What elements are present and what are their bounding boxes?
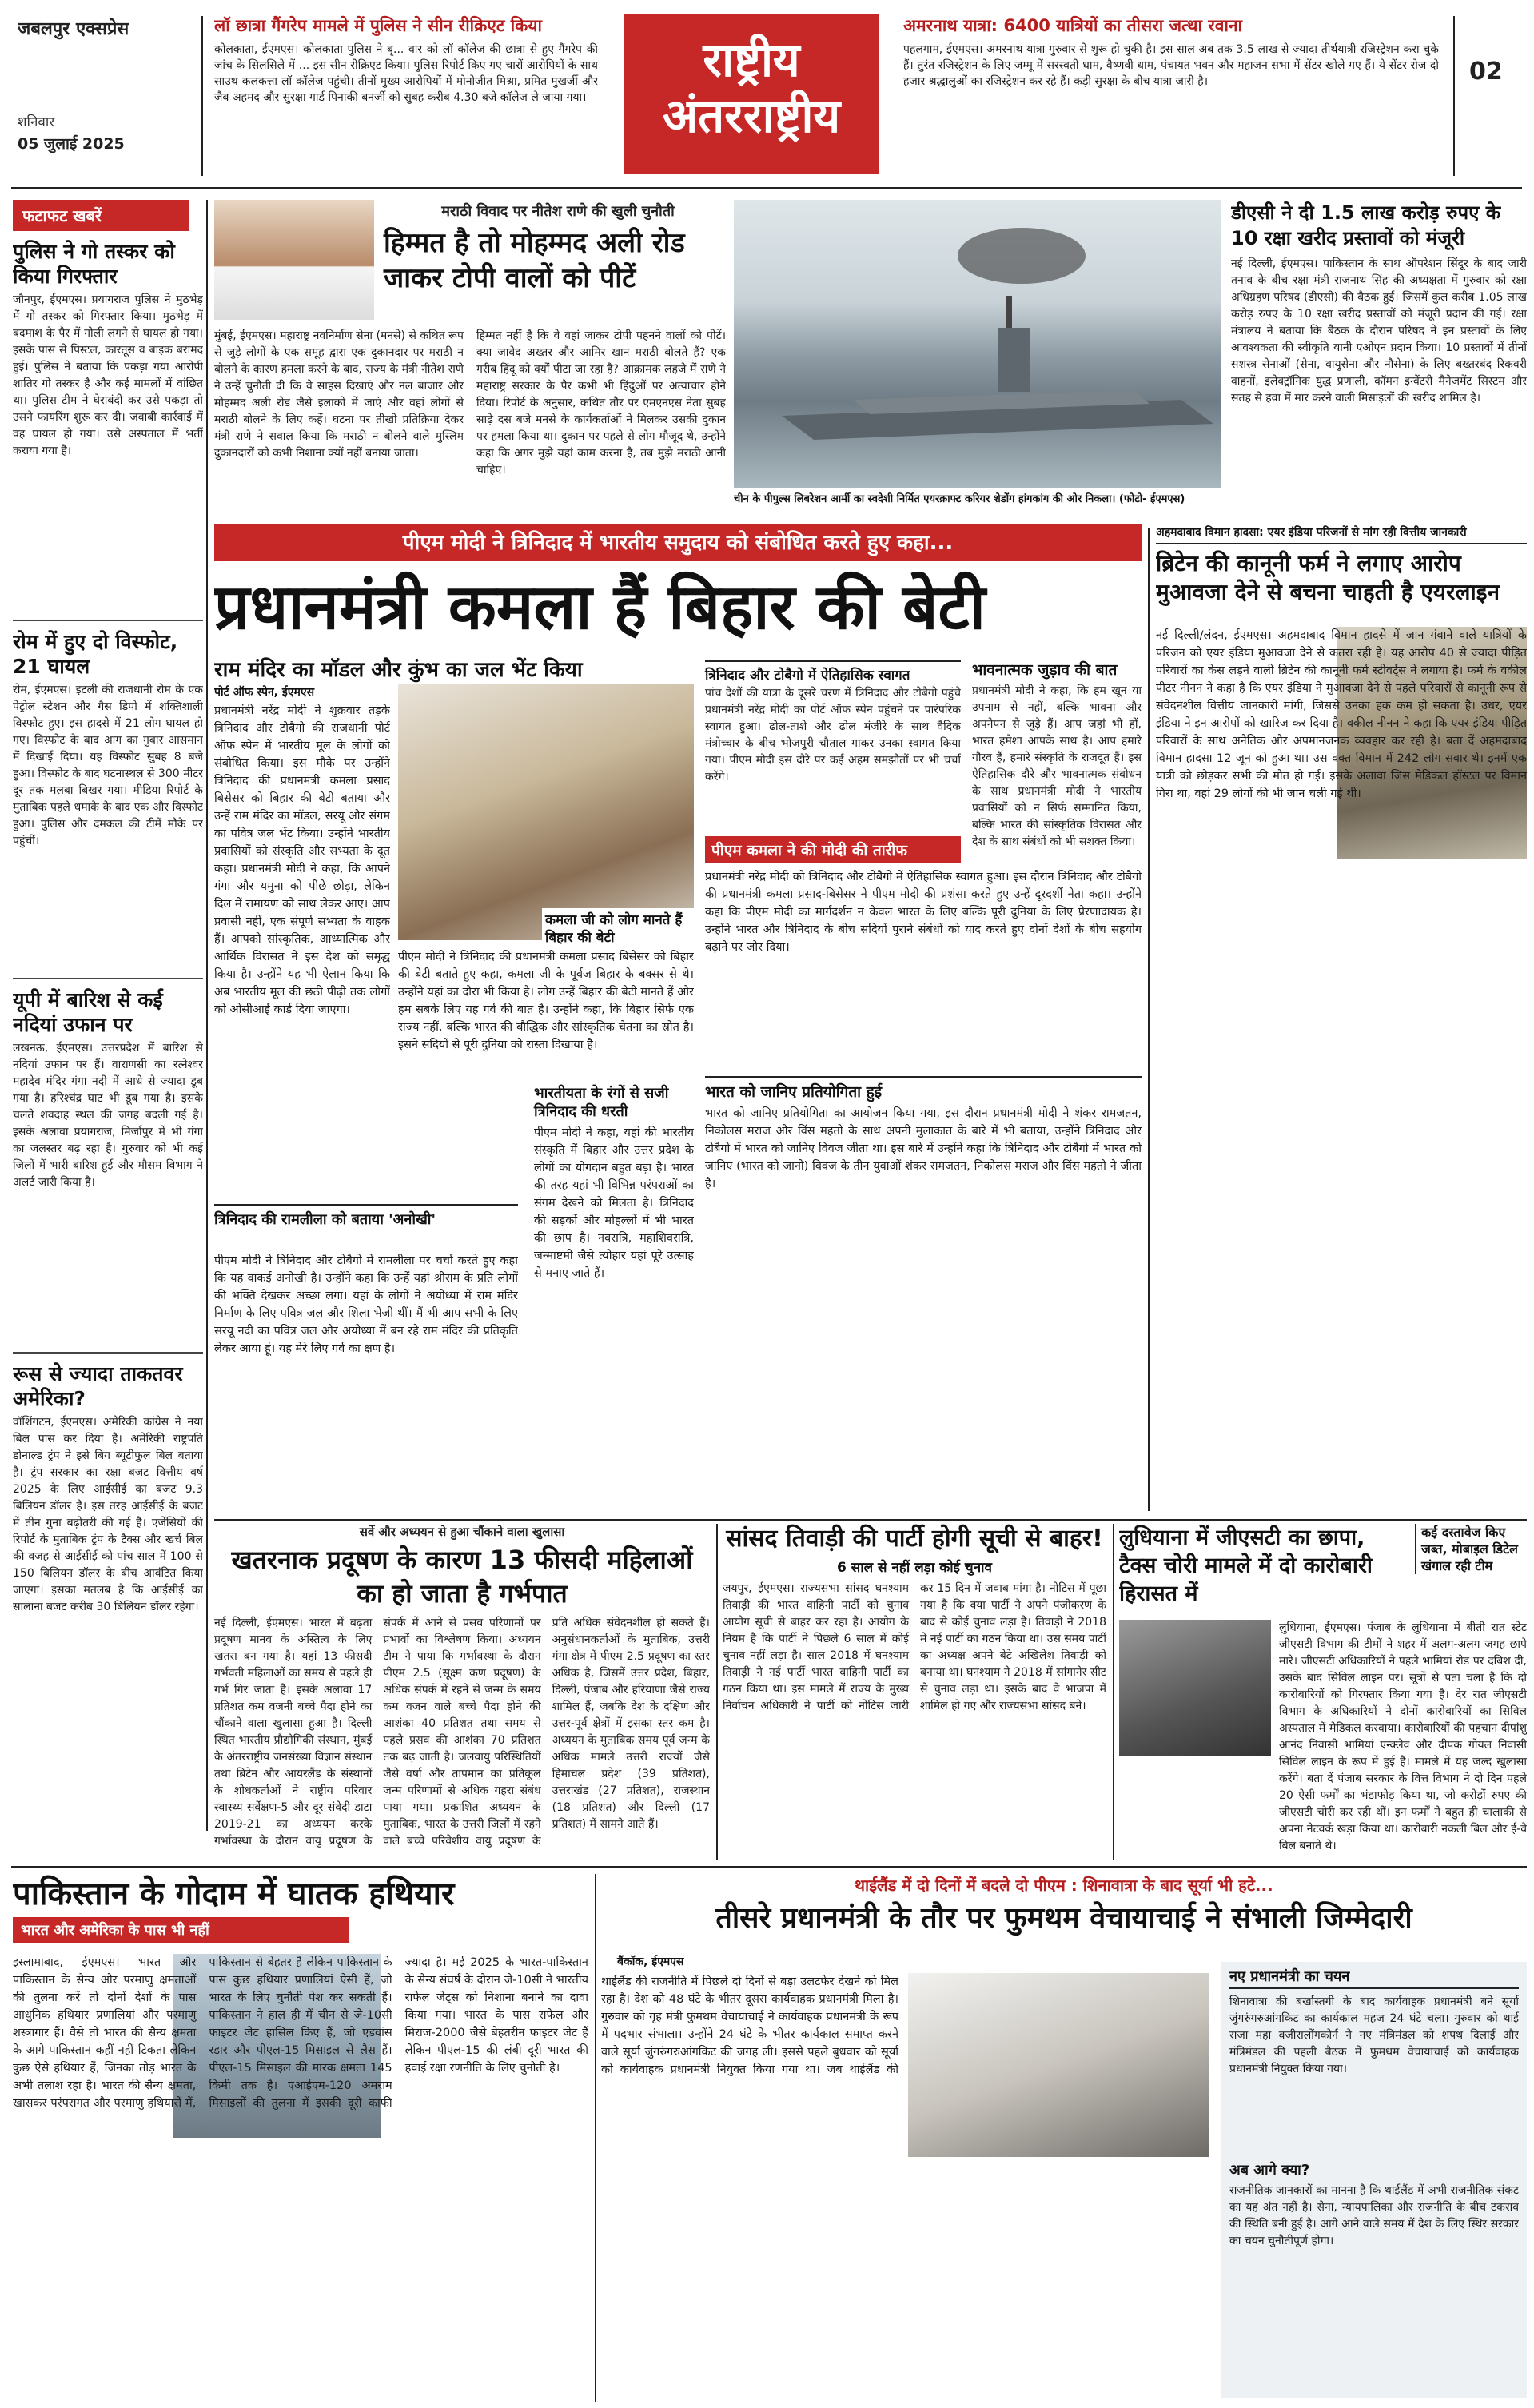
modi-photo [398,684,694,940]
thailand-side-subhead: अब आगे क्या? [1229,2162,1310,2179]
quiz-box-body: भारत को जानिए प्रतियोगिता का आयोजन किया गया, इस दौरान प्रधानमंत्री मोदी ने शंकर रामजतन, निकोलस मराज और विंस महतो के साथ अपनी मुलाकात के बारे में भी बताया, उन्होंने त्रिनिदाद और टोबैगो में भारत को जानिए विवज जीता था। इस बारे में उन्होंने कहा कि त्रिनिदाद और टोबैगो में भारत को जानिए (भारत को जानो) विवज के तीन युवाओं शंकर रामजतन, निकोलस मराज और विंस महतो ने जीता है। [705,1107,1142,1190]
thailand-sidebar [1221,1962,1527,2398]
top-left-headline: लॉ छात्रा गैंगरेप मामले में पुलिस ने सीन रीक्रिएट किया [214,16,542,35]
news-item-body: वॉशिंगटन, ईएमएस। अमेरिकी कांग्रेस ने नया बिल पास कर दिया है। अमेरिकी राष्ट्रपति डोनाल्ड ट्रंप ने इसे बिग ब्यूटीफुल बिल बताया है। ट्रंप सरकार का रक्षा बजट वित्तीय वर्ष 2025 के लिए आईसीई का बजट 9.3 बिलियन डॉलर है। इस तरह आईसीई के बजट में तीन गुना बढ़ोतरी की गई है। एजेंसियों की रिपोर्ट के मुताबिक ट्रंप के टैक्स और खर्च बिल की वजह से आईसीई को पांच साल में 100 से 150 बिलियन डॉलर के बीच आवंटित किया जाएगा। इसका मतलब है कि आईसीई का सालाना बजट करीब 30 बिलियन डॉलर रहेगा। [13,1416,203,1613]
thailand-kicker: थाईलैंड में दो दिनों में बदले दो पीएम : शिनावात्रा के बाद सूर्या भी हटे... [855,1876,1273,1895]
defense-story [1231,200,1527,520]
emotion-box-headline: भावनात्मक जुड़ाव की बात [972,661,1118,679]
tiwadi-story [723,1524,1106,1860]
modi-body-mid: पीएम मोदी ने त्रिनिदाद की प्रधानमंत्री कमला प्रसाद बिसेसर को बिहार की बेटी बताते हुए कहा, कमला जी के पूर्वज बिहार के बक्सर से थे। उन्होंने यहां का दौरा भी किया है। लोग उन्हें बिहार की बेटी मानते हैं और हम सबके लिए यह गर्व की बात है। उन्होंने कहा, कि बिहार सिर्फ एक राज्य नहीं, बल्कि भारत की बौद्धिक और सांस्कृतिक चेतना का स्रोत है। इसने सदियों से पूरी दुनिया को रास्ता दिखाया है। [398,951,694,1051]
nitesh-body-2: हिम्मत नहीं है कि वे वहां जाकर टोपी पहनने वालों को पीटें। क्या जावेद अख्तर और आमिर खान मराठी बोलते हैं? एक गरीब हिंदू को क्यों पीटा जा रहा है? आक्रामक लहजे में राणे ने महाराष्ट्र सरकार के पैर कभी भी हिंदुओं पर अत्याचार होने दिया। रिपोर्ट के अनुसार, कथित तौर पर एमएनएस नेता सुबह साढ़े दस बजे मनसे के कार्यकर्ताओं ने मिलकर उसकी दुकान पर हमला किया था। दुकान पर पहले से लोग मौजूद थे, उन्होंने कहा कि अगर मुझे यहां काम करना है, तब मुझे मराठी आनी चाहिए। [476,329,726,476]
thailand-side-body: शिनावात्रा की बर्खास्तगी के बाद कार्यवाहक प्रधानमंत्री बने सूर्या जुंगरुंगरुआंगकिट का कार्यकाल महज 24 घंटे चला। गुरुवार को थाई राजा महा वजीरालोंगकोर्न ने नए मंत्रिमंडल को शपथ दिलाई और मंत्रिमंडल की पहली बैठक में फुमथम वेचायाचाई को कार्यवाहक प्रधानमंत्री नियुक्त किया गया। [1229,1995,1519,2075]
thailand-story [601,1874,1527,2402]
news-item [13,1361,203,1766]
tiwadi-body: जयपुर, ईएमएस। राज्यसभा सांसद घनश्याम तिवाड़ी की भारत वाहिनी पार्टी को चुनाव आयोग सूची से बाहर कर रहा है। आयोग के नियम है कि पार्टी ने पिछले 6 साल में कोई चुनाव नहीं लड़ा है। साल 2018 में घनश्याम तिवाड़ी ने नई पार्टी भारत वाहिनी पार्टी का गठन किया था। इस मामले में राज्य के मुख्य निर्वाचन अधिकारी ने पार्टी को नोटिस जारी कर 15 दिन में जवाब मांगा है। नोटिस में पूछा गया है कि क्या पार्टी ने अपने पंजीकरण के बाद से कोई चुनाव लड़ा है। तिवाड़ी ने 2018 में नई पार्टी का गठन किया था। उस समय पार्टी का अध्यक्ष अपने बेटे अखिलेश तिवाड़ी को बनाया था। घनश्याम ने 2018 में सांगानेर सीट से चुनाव लड़ा था। इसके बाद वे भाजपा में शामिल हो गए और राज्यसभा सांसद बने। [723,1582,1106,1712]
modi-story [214,564,1142,1516]
modi-body-left-2: पीएम मोदी ने त्रिनिदाद और टोबैगो में रामलीला पर चर्चा करते हुए कहा कि यह वाकई अनोखी है। उन्होंने कहा कि उन्हें यहां श्रीराम के प्रति लोगों की भक्ति देखकर अच्छा लगा। यहां के लोगों ने अयोध्या में राम मंदिर निर्माण के लिए पवित्र जल और शिला भेजी थीं। मैं भी आप सभी के लिए सरयू नदी का पवित्र जल और अयोध्या में बन रहे राम मंदिर की प्रतिकृति लेकर आया हूं। यह मेरे लिए गर्व का क्षण है। [214,1254,518,1355]
airindia-kicker: अहमदाबाद विमान हादसा: एयर इंडिया परिजनों से मांग रही वित्तीय जानकारी [1156,524,1527,544]
carrier-photo-block [734,200,1221,520]
airindia-body: नई दिल्ली/लंदन, ईएमएस। अहमदाबाद विमान हादसे में जान गंवाने वाले यात्रियों के परिजन को एयर इंडिया मुआवजा देने से कतरा रही है। यह आरोप 40 से ज्यादा पीड़ित परिवारों का केस लड़ने वाली ब्रिटेन की कानूनी फर्म स्टीवर्ट्स ने लगाया है। फर्म के वकील पीटर नीनन ने कहा है कि एयर इंडिया ने मुआवजा देने से पहले परिवारों से कानूनी रूप से संवेदनशील वित्तीय जानकारी मांगी, जिससे उनका हक कम हो सकता है। उधर, एयर इंडिया ने इन आरोपों को खारिज कर दिया है। वकील नीनन ने कहा कि एयर इंडिया पीड़ित परिवारों के साथ अनैतिक और अपमानजनक व्यवहार कर रही है। बता दें अहमदाबाद विमान हादसा 12 जून को हुआ था। उस वक्त विमान में 242 लोग सवार थे। इनमें एक यात्री को छोड़कर सभी की मौत हो गई। इसके अलावा जिस मेडिकल हॉस्टल पर विमान गिरा था, वहां 29 लोगों की भी जान चली गई थी। [1156,629,1527,800]
issue-date: 05 जुलाई 2025 [18,135,125,153]
modi-body-mid-2: पीएम मोदी ने कहा, यहां की भारतीय संस्कृति में बिहार और उत्तर प्रदेश के लोगों का योगदान बहुत बड़ा है। भारत की तरह यहां भी विभिन्न परंपराओं का संगम देखने को मिलता है। त्रिनिदाद की सड़कों और मोहल्लों में भी भारत की छाप है। नवरात्रि, महाशिवरात्रि, जन्माष्टमी जैसे त्योहार यहां पूरे उत्साह से मनाए जाते हैं। [534,1126,694,1280]
page-number: 02 [1469,58,1503,86]
quiz-box [705,1076,1142,1284]
pakistan-headline: पाकिस्तान के गोदाम में घातक हथियार [13,1876,455,1912]
welcome-box-body: पांच देशों की यात्रा के दूसरे चरण में त्रिनिदाद और टोबैगो पहुंचे प्रधानमंत्री नरेंद्र मोदी का पोर्ट ऑफ स्पेन पहुंचने पर पारंपरिक स्वागत हुआ। ढोल-ताशे और ढोल मंजीरे के साथ वैदिक मंत्रोच्चार के बीच भोजपुरी चौताल गाकर उनका स्वागत किया गया। पीएम मोदी इस दौरे पर कई अहम समझौतों पर भी चर्चा करेंगे। [705,687,961,783]
news-item-headline: यूपी में बारिश से कई नदियां उफान पर [13,988,163,1036]
news-item-body: लखनऊ, ईएमएस। उत्तरप्रदेश में बारिश से नदियां उफान पर हैं। वाराणसी का रत्नेश्वर महादेव मंदिर गंगा नदी में आधे से ज्यादा डूब गया है। हरिश्चंद्र घाट भी डूब गया है। इसके चलते शवदाह स्थल की जगह बदली गई है। इसके अलावा प्रयागराज, मिर्जापुर में भी गंगा का जलस्तर बढ़ रहा है। गुरुवार को भी कई जिलों में भारी बारिश हुई और मौसम विभाग ने अलर्ट जारी किया है। [13,1042,203,1189]
pakistan-body: इस्लामाबाद, ईएमएस। भारत और पाकिस्तान के सैन्य और परमाणु क्षमताओं की तुलना करें तो दोनों देशों के पास आधुनिक हथियार प्रणालियां और परमाणु शस्त्रागार हैं। वैसे तो भारत की सैन्य क्षमता के आगे पाकिस्तान कहीं नहीं टिकता लेकिन कुछ ऐसे हथियार हैं, जिनका तोड़ भारत के अभी तलाश रहा है। भारत की सैन्य क्षमता, खासकर परंपरागत और परमाणु हथियारों में, पाकिस्तान से बेहतर है लेकिन पाकिस्तान के पास कुछ हथियार प्रणालियां ऐसी हैं, जो भारत के लिए चुनौती पेश कर सकती हैं। पाकिस्तान ने हाल ही में चीन से जे-10सी फाइटर जेट हासिल किए हैं, जो एडवांस रडार और पीएल-15 मिसाइल से लैस हैं। पीएल-15 मिसाइल की मारक क्षमता 145 किमी तक है। एआईएम-120 अमराम मिसाइलों की तुलना में इसकी दूरी काफी ज्यादा है। मई 2025 के भारत-पाकिस्तान के सैन्य संघर्ष के दौरान जे-10सी ने भारतीय राफेल जेट्स को निशाना बनाने का दावा किया गया। भारत के पास राफेल और मिराज-2000 जैसे बेहतरीन फाइटर जेट हैं लेकिन पीएल-15 की लंबी दूरी भारत की हवाई रक्षा रणनीति के लिए चुनौती है। [13,1956,588,2110]
masthead [0,0,1534,200]
modi-subhead: राम मंदिर का मॉडल और कुंभ का जल भेंट किया [214,658,583,682]
thailand-side-body-2: राजनीतिक जानकारों का मानना है कि थाईलैंड में अभी राजनीतिक संकट का यह अंत नहीं है। सेना, न्यायपालिका और राजनीति के बीच टकराव की स्थिति बनी हुई है। आगे आने वाले समय में देश के लिए स्थिर सरकार का चयन चुनौतीपूर्ण होगा। [1229,2184,1519,2247]
pollution-body: नई दिल्ली, ईएमएस। भारत में बढ़ता प्रदूषण मानव के अस्तित्व के लिए खतरा बन गया है। यहां 13 फीसदी गर्भवती महिलाओं का समय से पहले ही गर्भ गिर जाता है। इसके अलावा 17 प्रतिशत कम वजनी बच्चे पैदा होने का चौंकाने वाला खुलासा हुआ है। दिल्ली स्थित भारतीय प्रौद्योगिकी संस्थान, मुंबई के अंतरराष्ट्रीय जनसंख्या विज्ञान संस्थान तथा ब्रिटेन और आयरलैंड के संस्थानों के शोधकर्ताओं ने राष्ट्रीय परिवार स्वास्थ्य सर्वेक्षण-5 और दूर संवेदी डाटा 2019-21 का अध्ययन करके गर्भावस्था के दौरान वायु प्रदूषण के संपर्क में आने से प्रसव परिणामों पर प्रभावों का विश्लेषण किया। अध्ययन टीम ने पाया कि गर्भावस्था के दौरान पीएम 2.5 (सूक्ष्म कण प्रदूषण) के अधिक संपर्क में रहने से जन्म के समय कम वजन वाले बच्चे पैदा होने की आशंका 40 प्रतिशत तथा समय से पहले प्रसव की आशंका 70 प्रतिशत तक बढ़ जाती है। जलवायु परिस्थितियों जैसे वर्षा और तापमान का प्रतिकूल जन्म परिणामों से अधिक गहरा संबंध पाया गया। प्रकाशित अध्ययन के मुताबिक, भारत के उत्तरी जिलों में रहने वाले बच्चे परिवेशीय वायु प्रदूषण के प्रति अधिक संवेदनशील हो सकते हैं। अनुसंधानकर्ताओं के मुताबिक, उत्तरी गंगा क्षेत्र में पीएम 2.5 प्रदूषण का स्तर अधिक है, जिसमें उत्तर प्रदेश, बिहार, दिल्ली, पंजाब और हरियाणा जैसे राज्य शामिल हैं, जबकि देश के दक्षिण और उत्तर-पूर्व क्षेत्रों में इसका स्तर कम है। अध्ययन के मुताबिक समय पूर्व जन्म के अधिक मामले उत्तरी राज्यों जैसे हिमाचल प्रदेश (39 प्रतिशत), उत्तराखंड (27 प्रतिशत), राजस्थान (18 प्रतिशत) और दिल्ली (17 प्रतिशत) में सामने आते हैं। [214,1617,710,1848]
news-item [13,987,203,1344]
carrier-caption: चीन के पीपुल्स लिबरेशन आर्मी का स्वदेशी निर्मित एयरक्राफ्ट करियर शेडोंग हांगकांग की ओर निकला। (फोटो- ईएमएस) [734,493,1185,505]
top-right-story [903,14,1439,182]
thailand-side-headline: नए प्रधानमंत्री का चयन [1229,1967,1519,1989]
welcome-box-headline: त्रिनिदाद और टोबैगो में ऐतिहासिक स्वागत [705,668,910,684]
top-right-headline: अमरनाथ यात्रा: 6400 यात्रियों का तीसरा जत्था रवाना [903,16,1242,35]
news-item-body: रोम, ईएमएस। इटली की राजधानी रोम के एक पेट्रोल स्टेशन और गैस डिपो में शक्तिशाली विस्फोट हुए। इस हादसे में 21 लोग घायल हो गए। विस्फोट के बाद आग का गुबार आसमान में दिखाई दिया। यह विस्फोट सुबह 8 बजे हुआ। विस्फोट के बाद घटनास्थल से 300 मीटर दूर तक मलबा बिखर गया। मीडिया रिपोर्ट के मुताबिक पहले धमाके के बाद एक और विस्फोट हुआ। पुलिस और दमकल की टीमें मौके पर पहुंचीं। [13,684,203,847]
top-left-body: कोलकाता, ईएमएस। कोलकाता पुलिस ने बृ... वार को लॉ कॉलेज की छात्रा से हुए गैंगरेप की जांच के सिलसिले में ... इस सीन रीक्रिएट किया। पुलिस रिपोर्ट किए गए चारों आरोपियों के साथ साउथ कलकत्ता लॉ कॉलेज पहुंची। तीनों मुख्य आरोपियों में मोनोजीत मिश्रा, प्रमित मुखर्जी और जैब अहमद और सुरक्षा गार्ड पिनाकी बनर्जी को सुबह करीब 4.30 बजे कॉलेज ले जाया गया। [214,43,598,104]
welcome-box [705,660,961,828]
nitesh-portrait [214,200,374,320]
section-title-2: अंतरराष्ट्रीय [662,89,841,143]
nitesh-story [214,200,726,520]
section-banner [624,14,879,174]
pollution-story [214,1524,710,1860]
pakistan-subhead: भारत और अमेरिका के पास भी नहीं [13,1917,349,1943]
paper-name: जबलपुर एक्सप्रेस [18,19,129,39]
ludhiana-body: लुधियाना, ईएमएस। पंजाब के लुधियाना में बीती रात स्टेट जीएसटी विभाग की टीमों ने शहर में अलग-अलग जगह छापे मारे। जीएसटी अधिकारियों ने पहले भामियां रोड पर दबिश दी, उसके बाद सिविल लाइन पर। सूत्रों से पता चला है कि दो कारोबारियों को गिरफ्तार किया गया है। देर रात जीएसटी विभाग के अधिकारियों ने दोनों कारोबारियों का सिविल अस्पताल में मेडिकल करवाया। कारोबारियों की पहचान दीपांशु आनंद निवासी भामियां एन्क्लेव और दीपक गोयल निवासी सिविल लाइन के रूप में हुई है। मामले में यह जल्द खुलासा करेंगे। बता दें पंजाब सरकार के वित्त विभाग ने दो दिन पहले 20 ऐसी फर्मों का भंडाफोड़ किया था, जो करोड़ों रुपए की जीएसटी चोरी कर रही थीं। इन फर्मों ने बहुत ही चालाकी से अपना नेटवर्क खड़ा किया था। कारोबारी नकली बिल और ई-वे बिल बनाते थे। [1279,1621,1527,1852]
fatafat-label: फटाफट खबरें [13,200,189,231]
ludhiana-headline: लुधियाना में जीएसटी का छापा, टैक्स चोरी मामले में दो कारोबारी हिरासत में [1119,1525,1373,1606]
thailand-body: थाईलैंड की राजनीति में पिछले दो दिनों से बड़ा उलटफेर देखने को मिल रहा है। देश को 48 घंटे के भीतर दूसरा कार्यवाहक प्रधानमंत्री मिला है। गुरुवार को गृह मंत्री फुमथम वेचायाचाई ने कार्यवाहक प्रधानमंत्री के रूप में पदभार संभाला। उन्होंने 24 घंटे के भीतर कार्यकाल समाप्त करने वाले सूर्या जुंगरुंगरुआंगकिट की जगह ली। इससे पहले बुधवार को सूर्या को कार्यवाहक प्रधानमंत्री नियुक्त किया गया था। जब थाईलैंड की [601,1975,898,2076]
carrier-photo [734,200,1221,488]
modi-dateline: पोर्ट ऑफ स्पेन, ईएमएस [214,686,315,699]
left-column [13,200,203,1823]
phumtham-photo [908,1973,1209,2157]
praise-box-headline: पीएम कमला ने की मोदी की तारीफ [705,836,961,863]
modi-subhead-3: भारतीयता के रंगों से सजी त्रिनिदाद की धरती [534,1085,669,1120]
emotion-box-body: प्रधानमंत्री मोदी ने कहा, कि हम खून या उपनाम से नहीं, बल्कि भावना और अपनेपन से जुड़े हैं। आप जहां भी हों, भारत हमेशा आपके साथ है। आप हमारे गौरव हैं, हमारे संस्कृति के राजदूत हैं। इस ऐतिहासिक दौरे और भावनात्मक संबोधन के साथ प्रधानमंत्री मोदी ने भारतीय प्रवासियों को न सिर्फ सम्मानित किया, बल्कि भारत की सांस्कृतिक विरासत और देश के साथ संबंधों को भी सशक्त किया। [972,684,1142,848]
tiwadi-headline: सांसद तिवाड़ी की पार्टी होगी सूची से बाहर! [726,1525,1103,1553]
modi-body-left: प्रधानमंत्री नरेंद्र मोदी ने शुक्रवार तड़के त्रिनिदाद और टोबैगो की राजधानी पोर्ट ऑफ स्पेन में भारतीय मूल के लोगों को संबोधित किया। इस मौके पर उन्होंने त्रिनिदाद की प्रधानमंत्री कमला प्रसाद बिसेसर को बिहार की बेटी बताया और उन्हें राम मंदिर का मॉडल, सरयू और संगम का पवित्र जल भेंट किया। उन्होंने भारतीय प्रवासियों को संस्कृति और सभ्यता के दूत कहा। प्रधानमंत्री मोदी ने कहा, कि आपने गंगा और यमुना को पीछे छोड़ा, लेकिन दिल में रामायण को साथ लेकर आए। आप प्रवासी नहीं, एक संपूर्ण सभ्यता के वाहक हैं। आपको सांस्कृतिक, आध्यात्मिक और आर्थिक विरासत ने इस देश को समृद्ध किया है। उन्होंने यह भी ऐलान किया कि अब भारतीय मूल की छठी पीढ़ी तक लोगों को ओसीआई कार्ड दिया जाएगा। [214,704,390,1016]
top-right-body: पहलगाम, ईएमएस। अमरनाथ यात्रा गुरुवार से शुरू हो चुकी है। इस साल अब तक 3.5 लाख से ज्यादा तीर्थयात्री रजिस्ट्रेशन करा चुके हैं। तुरंत रजिस्ट्रेशन के लिए जम्मू में सरस्वती धाम, वैष्णवी धाम, पंचायत भवन और महाजन सभा में सेंटर खोले गए हैं। ये सेंटर रोज दो हजार श्रद्धालुओं का रजिस्ट्रेशन कर रहे हैं। कड़ी सुरक्षा के बीच यात्रा जारी है। [903,43,1439,88]
modi-banner: पीएम मोदी ने त्रिनिदाद में भारतीय समुदाय को संबोधित करते हुए कहा... [214,524,1142,561]
carrier-ship-illustration [734,200,1221,488]
modi-headline: प्रधानमंत्री कमला हैं बिहार की बेटी [214,572,986,644]
pakistan-story [13,1874,588,2402]
nitesh-body-1: मुंबई, ईएमएस। महाराष्ट्र नवनिर्माण सेना (मनसे) से कथित रूप से जुड़े लोगों के एक समूह द्वारा एक दुकानदार पर मराठी न बोलने के कारण हमला करने के बाद, राज्य के मंत्री नीतेश राणे ने उन्हें चुनौती दी कि वे साहस दिखाएं और नल बाजार और मोहम्मद अली रोड जैसे इलाकों में जाएं और वहां लोगों से मराठी बोलने के लिए कहें। घटना पर तीखी प्रतिक्रिया देकर मंत्री राणे ने सवाल किया कि मराठी न बोलने वाले मुस्लिम दुकानदारों को कभी निशाना क्यों नहीं बनाया जाता। [214,329,464,460]
airindia-story [1156,524,1527,1513]
news-item [13,629,203,970]
news-item-headline: रोम में हुए दो विस्फोट, 21 घायल [13,630,178,678]
praise-box-body: प्रधानमंत्री नरेंद्र मोदी को त्रिनिदाद और टोबैगो में ऐतिहासिक स्वागत हुआ। इस दौरान त्रिनिदाद और टोबैगो की प्रधानमंत्री कमला प्रसाद-बिसेसर ने पीएम मोदी की प्रशंसा करते हुए उन्हें दूरदर्शी नेता कहा। उन्होंने कहा कि पीएम मोदी का मार्गदर्शन न केवल भारत के लिए बल्कि पूरी दुनिया के लिए प्रेरणादायक है। उन्होंने भारत और त्रिनिदाद के बीच सदियों पुराने संबंधों को याद करते हुए दोनों देशों के बीच सहयोग बढ़ाने पर जोर दिया। [705,871,1142,954]
defense-headline: डीएसी ने दी 1.5 लाख करोड़ रुपए के 10 रक्षा खरीद प्रस्तावों को मंजूरी [1231,201,1501,249]
tiwadi-subhead: 6 साल से नहीं लड़ा कोई चुनाव [836,1560,993,1576]
thailand-headline: तीसरे प्रधानमंत्री के तौर पर फुमथम वेचायाचाई ने संभाली जिम्मेदारी [715,1902,1412,1935]
ludhiana-story [1119,1524,1527,1860]
modi-photo-caption: कमला जी को लोग मानते हैं बिहार की बेटी [542,908,694,950]
airindia-headline: ब्रिटेन की कानूनी फर्म ने लगाए आरोप मुआवजा देने से बचना चाहती है एयरलाइन [1156,550,1500,605]
news-item-headline: पुलिस ने गो तस्कर को किया गिरफ्तार [13,240,175,288]
gst-raid-photo [1119,1620,1271,1756]
pollution-headline: खतरनाक प्रदूषण के कारण 13 फीसदी महिलाओं का हो जाता है गर्भपात [231,1545,693,1609]
news-item [13,239,203,612]
thailand-dateline: बैंकॉक, ईएमएस [617,1956,684,1968]
top-left-story [214,14,598,182]
news-item-body: जौनपुर, ईएमएस। प्रयागराज पुलिस ने मुठभेड़ में गो तस्कर को गिरफ्तार किया। मुठभेड़ में बदमाश के पैर में गोली लगने से घायल हो गया। इसके पास से पिस्टल, कारतूस व बाइक बरामद हुई। पुलिस ने बताया कि पकड़ा गया आरोपी शातिर गो तस्कर है और कई मामलों में वांछित था। पुलिस टीम ने घेराबंदी कर उसे पकड़ा तो उसने फायरिंग शुरू कर दी। जवाबी कार्रवाई में वह घायल हो गया। उसे अस्पताल में भर्ती कराया गया है। [13,293,203,457]
issue-day: शनिवार [18,114,55,130]
defense-body: नई दिल्ली, ईएमएस। पाकिस्तान के साथ ऑपरेशन सिंदूर के बाद जारी तनाव के बीच रक्षा मंत्री राजनाथ सिंह की अध्यक्षता में गुरुवार को रक्षा अधिग्रहण परिषद (डीएसी) की बैठक हुई। जिसमें कुल करीब 1.05 लाख करोड़ रुपए के 10 रक्षा खरीद प्रस्तावों को मंजूरी प्रदान की गई। रक्षा मंत्रालय ने बताया कि बैठक के दौरान परिषद ने इन प्रस्तावों के लिए आवश्यकता की स्वीकृति यानी एओएन प्रदान किया। 10 प्रस्तावों में तीनों सशस्त्र सेनाओं (सेना, वायुसेना और नौसेना) के लिए बख्तरबंद रिकवरी वाहनों, इलेक्ट्रॉनिक युद्ध प्रणाली, कॉमन इन्वेंटरी मैनेजमेंट सिस्टम और सतह से हवा में मार करने वाली मिसाइलों की खरीद शामिल है। [1231,257,1527,405]
news-item-headline: रूस से ज्यादा ताकतवर अमेरिका? [13,1362,183,1410]
section-title-1: राष्ट्रीय [703,33,800,87]
nitesh-headline: हिम्मत है तो मोहम्मद अली रोड जाकर टोपी वालों को पीटें [384,227,685,294]
pollution-kicker: सर्वे और अध्ययन से हुआ चौंकाने वाला खुलासा [359,1525,565,1539]
modi-subhead-2: त्रिनिदाद की रामलीला को बताया 'अनोखी' [214,1204,518,1229]
nitesh-kicker: मराठी विवाद पर नीतेश राणे की खुली चुनौती [441,203,675,220]
ludhiana-side: कई दस्तावेज किए जब्त, मोबाइल डिटेल खंगाल रही टीम [1415,1524,1527,1574]
quiz-box-headline: भारत को जानिए प्रतियोगिता हुई [705,1083,883,1101]
